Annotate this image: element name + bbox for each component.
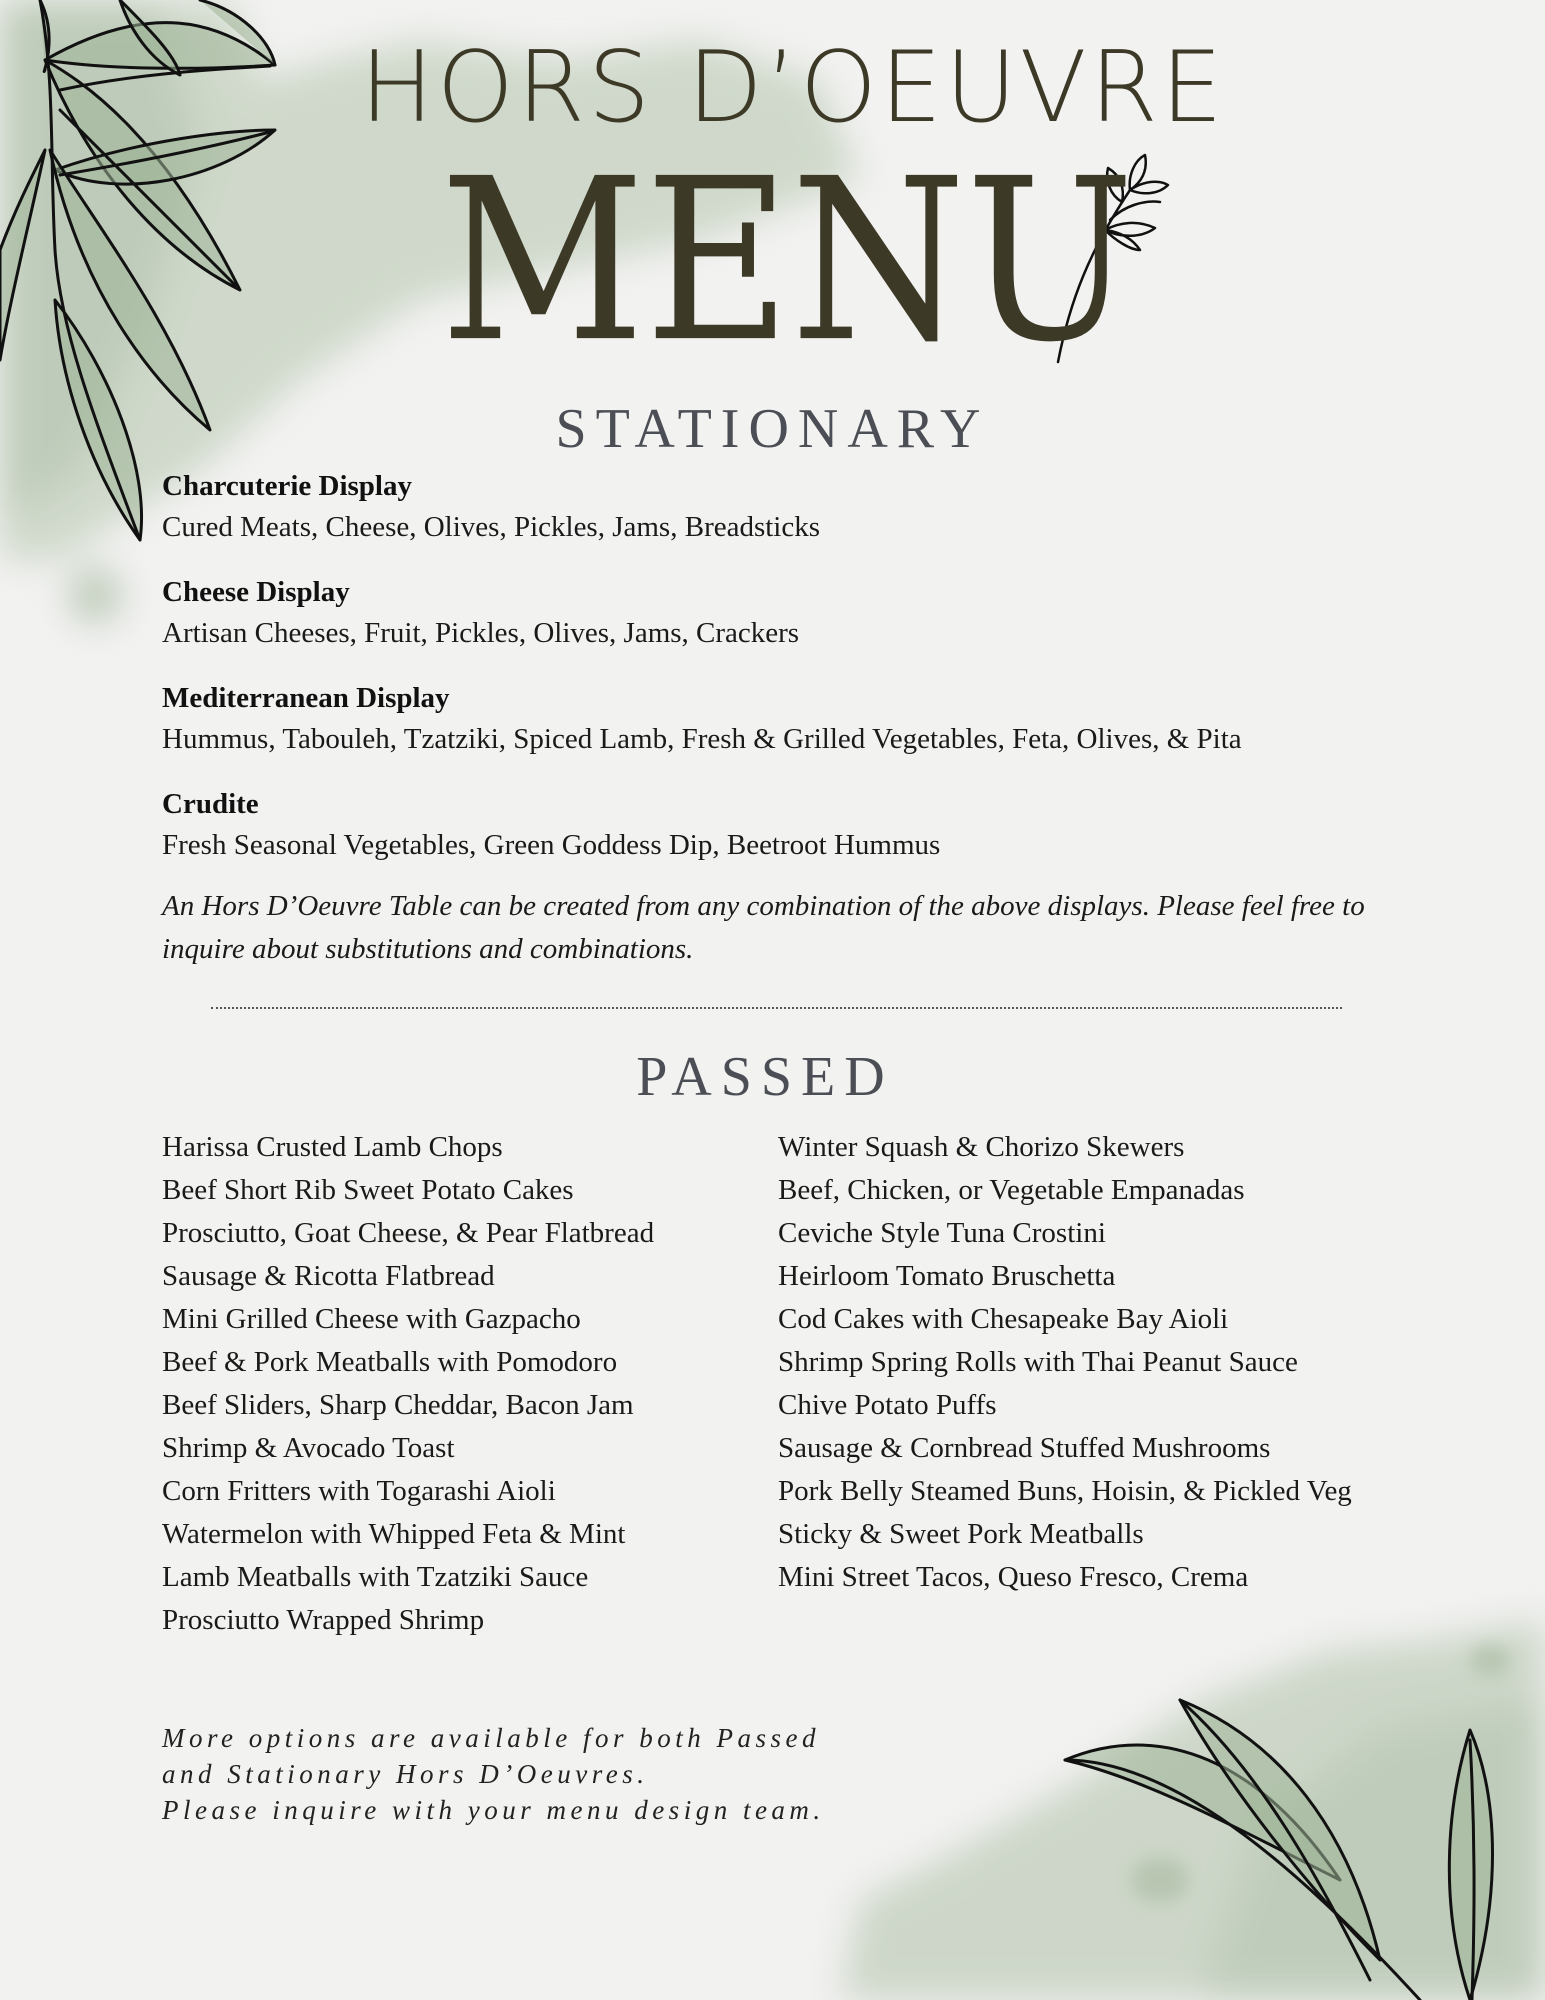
list-item: Sausage & Ricotta Flatbread — [162, 1260, 495, 1292]
list-item: Lamb Meatballs with Tzatziki Sauce — [162, 1561, 589, 1593]
passed-list-left — [162, 1126, 762, 1642]
footer-line: and Stationary Hors D’Oeuvres. — [162, 1759, 649, 1789]
list-item: Beef Sliders, Sharp Cheddar, Bacon Jam — [162, 1389, 634, 1421]
menu-title-main: MENU — [440, 130, 1135, 392]
list-item: Mini Street Tacos, Queso Fresco, Crema — [778, 1561, 1249, 1593]
display-item-charcuterie — [162, 466, 1412, 548]
display-name: Cheese Display — [162, 576, 350, 608]
display-description: Artisan Cheeses, Fruit, Pickles, Olives, Jams, Crackers — [162, 617, 800, 649]
display-item-cheese — [162, 572, 1412, 654]
display-description: Fresh Seasonal Vegetables, Green Goddess Dip, Beetroot Hummus — [162, 829, 941, 861]
footer-line: More options are available for both Passed — [162, 1723, 820, 1753]
list-item: Watermelon with Whipped Feta & Mint — [162, 1518, 626, 1550]
display-name: Crudite — [162, 788, 259, 820]
stationary-note: An Hors D’Oeuvre Table can be created from any combination of the above displays. Please feel free to inquire about substitutions and combinations. — [162, 890, 1365, 965]
section-divider — [211, 1007, 1342, 1009]
list-item: Beef, Chicken, or Vegetable Empanadas — [778, 1174, 1245, 1206]
list-item: Shrimp Spring Rolls with Thai Peanut Sauce — [778, 1346, 1298, 1378]
list-item: Prosciutto, Goat Cheese, & Pear Flatbread — [162, 1217, 655, 1249]
passed-list-right — [778, 1126, 1438, 1599]
list-item: Shrimp & Avocado Toast — [162, 1432, 455, 1464]
list-item: Beef & Pork Meatballs with Pomodoro — [162, 1346, 618, 1378]
display-item-crudite — [162, 784, 1412, 866]
display-name: Charcuterie Display — [162, 470, 412, 502]
stationary-display-list — [162, 466, 1412, 890]
list-item: Prosciutto Wrapped Shrimp — [162, 1604, 485, 1636]
list-item: Harissa Crusted Lamb Chops — [162, 1131, 503, 1163]
display-item-mediterranean — [162, 678, 1412, 760]
list-item: Ceviche Style Tuna Crostini — [778, 1217, 1106, 1249]
list-item: Pork Belly Steamed Buns, Hoisin, & Pickled Veg — [778, 1475, 1352, 1507]
list-item: Sticky & Sweet Pork Meatballs — [778, 1518, 1144, 1550]
passed-heading: PASSED — [636, 1046, 894, 1108]
menu-title-line1: HORS D’OEUVRE — [360, 31, 1226, 145]
footer-line: Please inquire with your menu design team. — [162, 1795, 825, 1825]
leaf-branch-bottom-right-icon — [1060, 1680, 1530, 2000]
list-item: Mini Grilled Cheese with Gazpacho — [162, 1303, 581, 1335]
display-description: Hummus, Tabouleh, Tzatziki, Spiced Lamb, Fresh & Grilled Vegetables, Feta, Olives, & Pita — [162, 723, 1242, 755]
list-item: Sausage & Cornbread Stuffed Mushrooms — [778, 1432, 1271, 1464]
list-item: Heirloom Tomato Bruschetta — [778, 1260, 1116, 1292]
stationary-heading: STATIONARY — [555, 398, 990, 460]
list-item: Winter Squash & Chorizo Skewers — [778, 1131, 1185, 1163]
display-description: Cured Meats, Cheese, Olives, Pickles, Jams, Breadsticks — [162, 511, 821, 543]
list-item: Corn Fritters with Togarashi Aioli — [162, 1475, 556, 1507]
list-item: Beef Short Rib Sweet Potato Cakes — [162, 1174, 574, 1206]
display-name: Mediterranean Display — [162, 682, 450, 714]
footer-note — [162, 1720, 962, 1828]
list-item: Chive Potato Puffs — [778, 1389, 997, 1421]
list-item: Cod Cakes with Chesapeake Bay Aioli — [778, 1303, 1229, 1335]
